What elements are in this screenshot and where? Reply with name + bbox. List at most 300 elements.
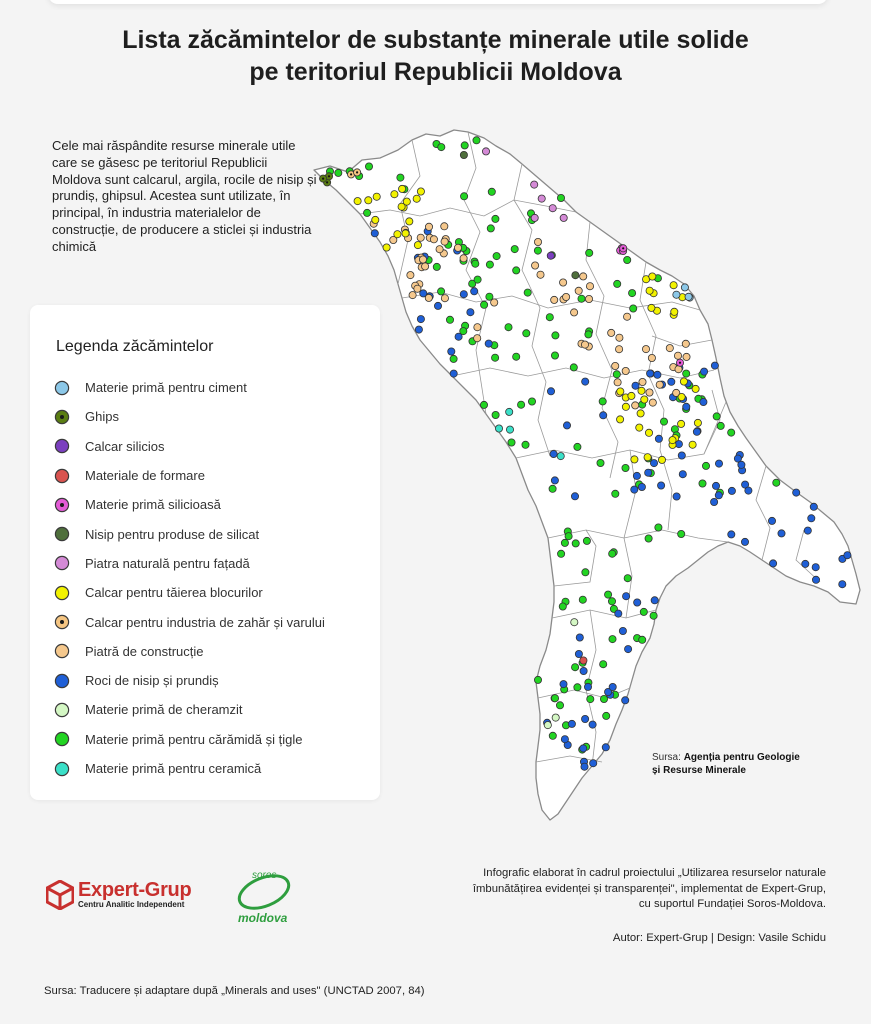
moldova-word: moldova [238,911,288,925]
deposit-marker-caramida [559,603,566,610]
deposit-marker-blocuri [645,429,652,436]
deposit-marker-caramida [461,193,468,200]
deposit-marker-caramida [365,163,372,170]
legend-marker-ceramica-icon [54,761,70,777]
deposit-marker-nisip [679,471,686,478]
deposit-marker-nisip [738,461,745,468]
deposit-marker-caramida [612,490,619,497]
deposit-marker-blocuri [631,456,638,463]
deposit-marker-constructie [632,402,639,409]
deposit-marker-caramida [513,353,520,360]
legend-marker-constructie-icon [54,643,70,659]
deposit-marker-constructie [491,299,498,306]
deposit-marker-nisip [793,489,800,496]
deposit-marker-caramida [639,636,646,643]
deposit-marker-blocuri [394,231,401,238]
deposit-marker-nisip [632,382,639,389]
title-line-2: pe teritoriul Republicii Moldova [249,58,622,86]
credits-line-3: cu suportul Fundației Soros-Moldova. [638,898,826,911]
legend-marker-zahar-icon [54,614,70,630]
deposit-marker-caramida [578,295,585,302]
legend-item-calcar_silicios [54,432,325,461]
deposit-marker-caramida [492,215,499,222]
deposit-marker-constructie [474,324,481,331]
deposit-marker-nisip [741,538,748,545]
deposit-marker-caramida [565,533,572,540]
deposit-marker-constructie [537,271,544,278]
expert-grup-name: Expert-Grup [78,879,192,901]
deposit-marker-constructie [407,272,414,279]
deposit-marker-ghips [320,175,327,182]
deposit-marker-constructie [436,246,443,253]
legend-item-label: Materie primă pentru ciment [85,380,247,396]
deposit-marker-nisip [745,487,752,494]
deposit-marker-constructie [560,279,567,286]
deposit-marker-caramida [551,352,558,359]
deposit-marker-caramida [587,696,594,703]
deposit-marker-blocuri [628,392,635,399]
deposit-marker-constructie [666,345,673,352]
deposit-marker-blocuri [617,416,624,423]
deposit-marker-caramida [640,608,647,615]
deposit-marker-caramida [622,464,629,471]
deposit-marker-constructie [608,329,615,336]
deposit-marker-caramida [446,316,453,323]
deposit-marker-nisip [631,486,638,493]
deposit-marker-constructie [425,223,432,230]
deposit-marker-ceramica [495,425,502,432]
deposit-marker-blocuri [638,387,645,394]
deposit-marker-blocuri [678,420,685,427]
deposit-marker-nisip [812,576,819,583]
deposit-marker-nisip [808,515,815,522]
deposit-marker-nisip [485,340,492,347]
deposit-marker-constructie [675,366,682,373]
deposit-marker-caramida [609,636,616,643]
deposit-marker-nisip [471,288,478,295]
deposit-marker-blocuri [402,230,409,237]
legend-item-fatada [54,549,325,578]
deposit-marker-constructie [430,236,437,243]
deposit-marker-blocuri [637,410,644,417]
legend-item-ceramica [54,754,325,783]
deposit-marker-constructie [551,296,558,303]
deposit-marker-constructie [580,273,587,280]
deposit-marker-caramida [605,591,612,598]
deposit-marker-caramida [773,479,780,486]
legend-item-label: Materiale de formare [85,468,205,484]
deposit-marker-blocuri [692,385,699,392]
deposit-marker-caramida [699,480,706,487]
deposit-marker-nisip [647,370,654,377]
deposit-marker-nisip [622,697,629,704]
deposit-marker-nisip [615,610,622,617]
deposit-marker-nisip [467,309,474,316]
legend-item-label: Piatra naturală pentru fațadă [85,555,250,571]
deposit-marker-caramida [493,253,500,260]
legend-item-blocuri [54,578,325,607]
deposit-marker-blocuri [391,191,398,198]
deposit-marker-blocuri [671,308,678,315]
deposit-marker-constructie [563,293,570,300]
deposit-marker-nisip [844,552,851,559]
deposit-marker-constructie [474,335,481,342]
deposit-marker-caramida [528,398,535,405]
deposit-marker-nisip [645,469,652,476]
deposit-marker-caramida [492,354,499,361]
deposit-marker-nisip [711,362,718,369]
deposit-marker-silicat [460,151,467,158]
deposit-marker-caramida [397,174,404,181]
deposit-marker-nisip [415,326,422,333]
deposit-marker-caramida [513,267,520,274]
deposit-marker-nisip [581,763,588,770]
title-line-1: Lista zăcămintelor de substanțe minerale utile solide [122,26,749,54]
credits-text [370,866,826,913]
deposit-marker-nisip [668,378,675,385]
map-source [652,751,832,777]
deposit-marker-caramida [613,371,620,378]
legend-marker-fatada-icon [54,555,70,571]
legend-list [54,373,325,783]
deposit-marker-caramida [609,550,616,557]
deposit-marker-nisip [455,333,462,340]
deposit-marker-blocuri [648,304,655,311]
deposit-marker-constructie [585,295,592,302]
deposit-marker-caramida [603,712,610,719]
deposit-marker-constructie [614,379,621,386]
deposit-marker-nisip [728,487,735,494]
deposit-marker-constructie [417,234,424,241]
deposit-marker-nisip [563,422,570,429]
deposit-marker-caramida [488,188,495,195]
deposit-marker-caramida [630,305,637,312]
deposit-marker-nisip [673,493,680,500]
deposit-marker-ciment [681,284,688,291]
deposit-marker-caramida [551,695,558,702]
deposit-marker-blocuri [372,216,379,223]
deposit-marker-constructie [414,285,421,292]
legend-item-cheramzit [54,695,325,724]
deposit-marker-constructie [642,346,649,353]
deposit-marker-blocuri [636,424,643,431]
deposit-marker-caramida [546,314,553,321]
deposit-marker-nisip [547,388,554,395]
deposit-marker-constructie [616,334,623,341]
deposit-marker-nisip [678,452,685,459]
deposit-marker-caramida [508,439,515,446]
soros-word: soros [252,870,277,881]
deposit-marker-caramida [480,401,487,408]
deposit-marker-constructie [586,283,593,290]
deposit-marker-caramida [624,575,631,582]
legend-item-label: Calcar silicios [85,438,165,454]
deposit-marker-fatada [531,181,538,188]
deposit-marker-constructie [460,255,467,262]
deposit-marker-caramida [586,249,593,256]
deposit-marker-blocuri [622,403,629,410]
deposit-marker-constructie [639,378,646,385]
legend-item-caramida [54,725,325,754]
deposit-marker-nisip [768,517,775,524]
deposit-marker-constructie [682,340,689,347]
deposit-marker-blocuri [403,198,410,205]
deposit-marker-caramida [473,137,480,144]
deposit-marker-silicat [572,272,579,279]
deposit-marker-constructie [648,354,655,361]
deposit-marker-nisip [683,403,690,410]
deposit-marker-ceramica [557,453,564,460]
deposit-marker-nisip [602,744,609,751]
deposit-marker-nisip [582,715,589,722]
expert-grup-cube-icon [46,880,74,910]
deposit-marker-nisip [619,627,626,634]
legend-marker-ghips-icon [54,409,70,425]
deposit-marker-cheramzit [552,714,559,721]
deposit-marker-silicioasa [620,245,627,252]
deposit-marker-fatada [531,214,538,221]
deposit-marker-nisip [810,503,817,510]
soros-moldova-logo [232,866,296,926]
deposit-marker-constructie [649,399,656,406]
deposit-marker-caramida [472,260,479,267]
deposit-marker-caramida [683,370,690,377]
legend-item-zahar [54,607,325,636]
deposit-marker-caramida [461,142,468,149]
legend-title: Legenda zăcămintelor [56,338,214,355]
deposit-marker-caramida [728,429,735,436]
legend-item-label: Roci de nisip și prundiș [85,673,219,689]
deposit-marker-caramida [624,256,631,263]
bottom-source: Sursa: Traducere și adaptare după „Minerals and uses" (UNCTAD 2007, 84) [44,985,425,997]
deposit-marker-formare [580,657,587,664]
deposit-marker-nisip [571,493,578,500]
deposit-marker-blocuri [678,393,685,400]
deposit-marker-caramida [572,664,579,671]
deposit-marker-nisip [711,498,718,505]
deposit-marker-caramida [629,290,636,297]
deposit-marker-blocuri [365,197,372,204]
deposit-marker-constructie [674,352,681,359]
deposit-marker-constructie [422,263,429,270]
deposit-marker-caramida [557,194,564,201]
intro-text: Cele mai răspândite resurse minerale utile care se găsesc pe teritoriul Republicii Moldova sunt calcarul, argila, rocile de nisip și prundiș, ghipsul. Acestea sunt utilizate, în principal, în industria materialelor de construcție, de producere a sticlei și industria chimică [52,138,317,254]
deposit-marker-fatada [482,148,489,155]
deposit-marker-constructie [571,309,578,316]
legend-marker-calcar_silicios-icon [54,438,70,454]
deposit-marker-caramida [614,280,621,287]
deposit-marker-caramida [492,411,499,418]
deposit-marker-caramida [572,540,579,547]
map-source-name-2: și Resurse Minerale [652,765,746,776]
deposit-marker-caramida [570,364,577,371]
deposit-marker-nisip [625,646,632,653]
deposit-marker-fatada [560,214,567,221]
map-source-name-1: Agenția pentru Geologie [683,752,800,763]
deposit-marker-caramida [678,530,685,537]
deposit-marker-caramida [645,535,652,542]
deposit-marker-zahar [354,169,361,176]
deposit-marker-caramida [549,732,556,739]
deposit-marker-blocuri [414,242,421,249]
deposit-marker-caramida [438,144,445,151]
deposit-marker-caramida [486,261,493,268]
deposit-marker-constructie [419,256,426,263]
deposit-marker-nisip [600,412,607,419]
legend-item-label: Nisip pentru produse de silicat [85,526,260,542]
deposit-marker-constructie [683,353,690,360]
deposit-marker-caramida [433,263,440,270]
deposit-marker-nisip [804,527,811,534]
deposit-marker-caramida [561,539,568,546]
deposit-marker-nisip [448,348,455,355]
deposit-marker-caramida [655,524,662,531]
deposit-marker-nisip [633,472,640,479]
deposit-marker-ciment [673,291,680,298]
deposit-marker-blocuri [354,198,361,205]
deposit-marker-caramida [481,301,488,308]
deposit-marker-nisip [701,368,708,375]
legend-item-label: Materie primă de cheramzit [85,702,243,718]
legend-marker-cheramzit-icon [54,702,70,718]
deposit-marker-caramida [574,443,581,450]
deposit-marker-constructie [624,313,631,320]
deposit-marker-calcar_silicios [547,252,554,259]
deposit-marker-nisip [715,492,722,499]
deposit-marker-nisip [584,683,591,690]
deposit-marker-caramida [438,288,445,295]
deposit-marker-caramida [702,462,709,469]
deposit-marker-caramida [660,418,667,425]
expert-grup-tagline: Centru Analitic Independent [78,900,185,909]
deposit-marker-caramida [574,684,581,691]
page-title [0,24,871,88]
deposit-marker-constructie [656,381,663,388]
deposit-marker-blocuri [373,193,380,200]
deposit-marker-caramida [552,332,559,339]
deposit-marker-nisip [450,370,457,377]
deposit-marker-constructie [646,389,653,396]
top-card-edge [48,0,828,4]
legend-item-silicioasa [54,490,325,519]
moldova-deposits-map [300,120,871,830]
deposit-marker-nisip [589,721,596,728]
deposit-marker-blocuri [417,188,424,195]
legend-item-label: Materie primă pentru ceramică [85,761,262,776]
deposit-marker-constructie [612,362,619,369]
deposit-marker-caramida [579,596,586,603]
legend-marker-ciment-icon [54,380,70,396]
deposit-marker-nisip [802,560,809,567]
deposit-marker-cheramzit [544,722,551,729]
deposit-marker-constructie [575,287,582,294]
deposit-marker-fatada [549,205,556,212]
deposit-marker-constructie [409,292,416,299]
legend-item-nisip [54,666,325,695]
deposit-marker-ceramica [506,426,513,433]
deposit-marker-constructie [441,238,448,245]
legend-item-formare [54,461,325,490]
credits-line-2: îmbunătățirea evidenței și transparenței", implementat de Expert-Grup, [472,882,826,895]
deposit-marker-blocuri [641,396,648,403]
deposit-marker-caramida [582,569,589,576]
deposit-marker-constructie [441,223,448,230]
deposit-marker-nisip [575,650,582,657]
map-source-prefix: Sursa: [652,752,684,763]
deposit-marker-caramida [600,661,607,668]
deposit-marker-caramida [599,398,606,405]
deposit-marker-nisip [590,760,597,767]
deposit-marker-caramida [335,169,342,176]
deposit-marker-nisip [770,560,777,567]
deposit-marker-caramida [450,355,457,362]
deposit-marker-caramida [534,676,541,683]
legend-item-label: Ghips [85,409,119,425]
deposit-marker-nisip [582,378,589,385]
credits-line-1: Infografic elaborat în cadrul proiectului „Utilizarea resurselor naturale [483,867,826,879]
deposit-marker-caramida [487,225,494,232]
legend-marker-nisip-icon [54,673,70,689]
deposit-marker-blocuri [658,456,665,463]
deposit-marker-constructie [622,367,629,374]
deposit-marker-nisip [371,230,378,237]
deposit-marker-nisip [551,477,558,484]
deposit-marker-nisip [812,564,819,571]
legend-marker-silicat-icon [54,526,70,542]
expert-grup-logo [46,878,216,914]
deposit-marker-nisip [651,597,658,604]
deposit-marker-silicioasa [676,359,683,366]
deposit-marker-caramida [522,441,529,448]
deposit-marker-constructie [425,294,432,301]
deposit-marker-constructie [534,238,541,245]
deposit-marker-blocuri [413,195,420,202]
legend-marker-formare-icon [54,468,70,484]
deposit-marker-nisip [460,291,467,298]
deposit-marker-caramida [650,612,657,619]
legend-marker-silicioasa-icon [54,497,70,513]
deposit-marker-ciment [685,293,692,300]
deposit-marker-nisip [650,460,657,467]
deposit-marker-nisip [550,450,557,457]
deposit-marker-nisip [609,683,616,690]
deposit-marker-blocuri [646,287,653,294]
legend-item-label: Materie primă silicioasă [85,497,221,513]
deposit-marker-caramida [505,324,512,331]
deposit-marker-caramida [585,331,592,338]
deposit-marker-nisip [839,581,846,588]
deposit-marker-nisip [580,745,587,752]
deposit-marker-caramida [474,276,481,283]
deposit-marker-blocuri [680,378,687,385]
deposit-marker-ceramica [506,408,513,415]
legend-item-label: Calcar pentru tăierea blocurilor [85,585,263,601]
deposit-marker-caramida [549,485,556,492]
deposit-marker-caramida [511,246,518,253]
deposit-marker-blocuri [669,437,676,444]
deposit-marker-nisip [712,482,719,489]
deposit-marker-nisip [778,530,785,537]
deposit-marker-nisip [634,599,641,606]
deposit-marker-nisip [417,316,424,323]
legend-item-silicat [54,519,325,548]
deposit-marker-constructie [616,346,623,353]
deposit-marker-caramida [713,413,720,420]
deposit-marker-blocuri [670,282,677,289]
deposit-marker-blocuri [649,273,656,280]
deposit-marker-blocuri [399,185,406,192]
deposit-marker-caramida [523,330,530,337]
